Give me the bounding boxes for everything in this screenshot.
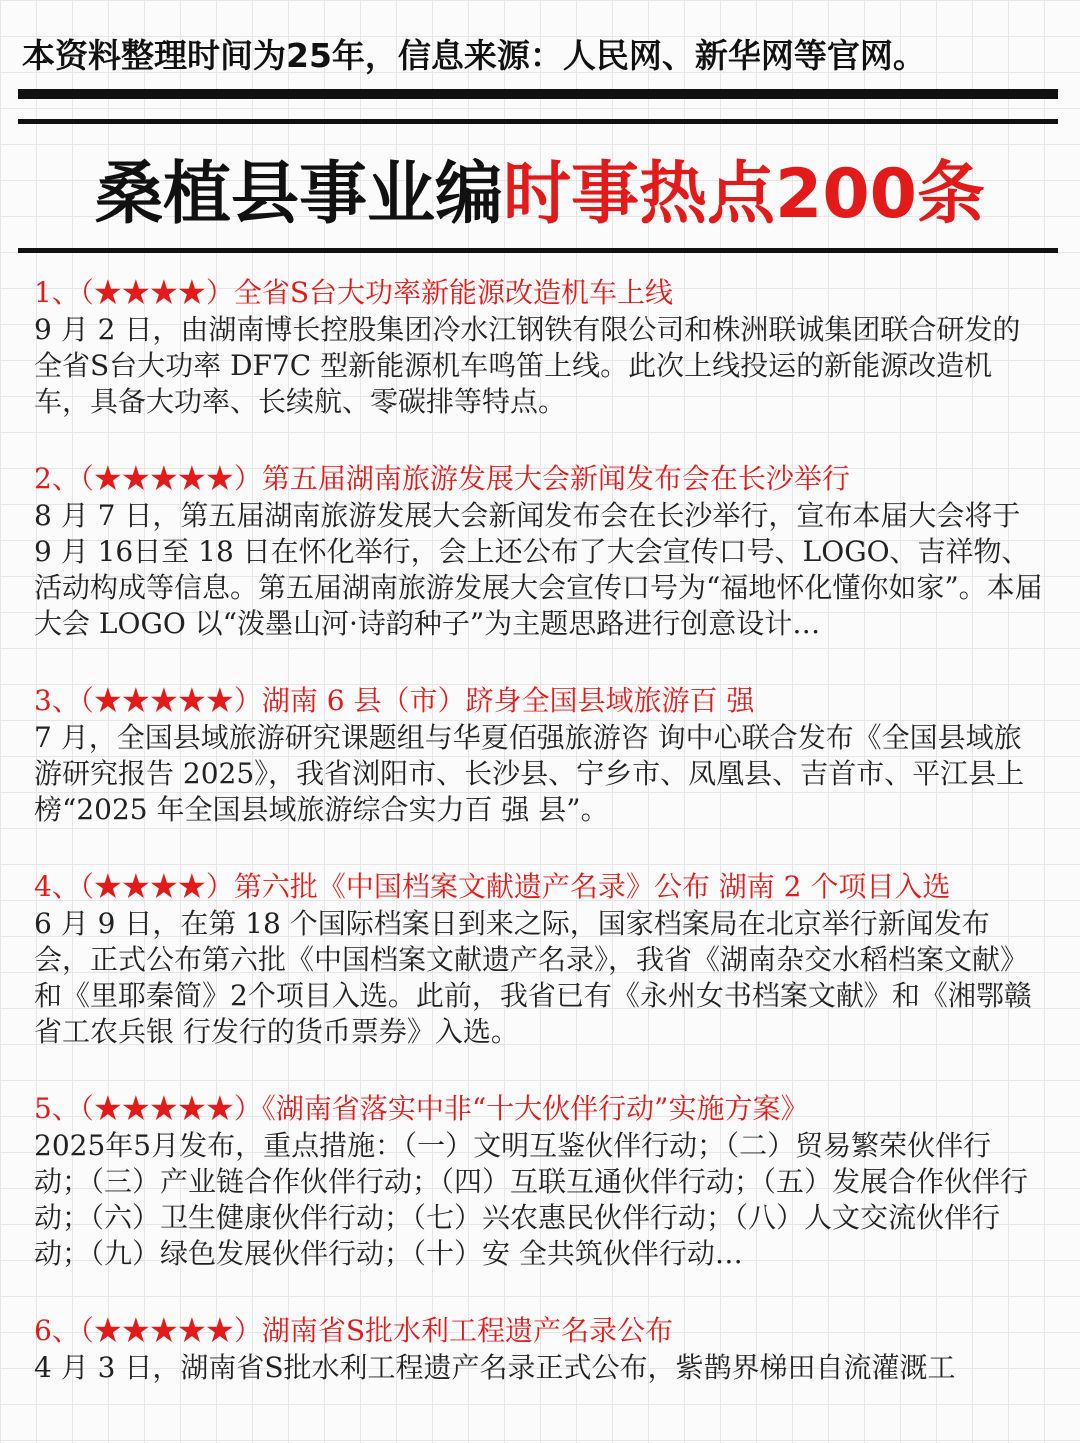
news-item [34,460,1044,642]
page-title [0,140,1080,237]
news-item [34,682,1044,828]
importance-stars: （★★★★★） [79,462,262,495]
source-note: 本资料整理时间为25年，信息来源：人民网、新华网等官网。 [22,36,926,75]
news-headline [34,1090,1044,1128]
item-number: 5、 [34,1092,80,1125]
item-number: 2、 [34,462,80,495]
headline-text: 全省S台大功率新能源改造机车上线 [233,276,674,309]
news-body: 7 月，全国县域旅游研究课题组与华夏佰强旅游咨 询中心联合发布《全国县域旅游研究报告 2025》，我省浏阳市、长沙县、宁乡市、凤凰县、吉首市、平江县上榜“2025 年全国县域旅游综合实力百 强 县”。 [34,721,1025,826]
thin-divider [18,119,1058,124]
item-number: 4、 [34,870,80,903]
headline-text: 湖南 6 县（市）跻身全国县域旅游百 强 [261,684,755,717]
importance-stars: （★★★★★） [79,1314,262,1347]
news-body: 6 月 9 日，在第 18 个国际档案日到来之际，国家档案局在北京举行新闻发布会，正式公布第六批《中国档案文献遗产名录》，我省《湖南杂交水稻档案文献》和《里耶秦简》2个项目入选。此前，我省已有《永州女书档案文献》和《湘鄂赣省工农兵银 行发行的货币票券》入选。 [34,907,1032,1048]
item-number: 6、 [34,1314,80,1347]
importance-stars: （★★★★） [79,276,234,309]
news-item [34,274,1044,420]
news-item [34,1312,1044,1386]
news-body: 2025年5月发布，重点措施：（一）文明互鉴伙伴行动；（二）贸易繁荣伙伴行动；（三）产业链合作伙伴行动；（四）互联互通伙伴行动；（五）发展合作伙伴行动；（六）卫生健康伙伴行动；（七）兴农惠民伙伴行动；（八）人文交流伙伴行动；（九）绿色发展伙伴行动；（十）安 全共筑伙伴行动… [34,1129,1029,1270]
importance-stars: （★★★★★） [79,684,262,717]
news-headline [34,274,1044,312]
title-highlight: 时事热点200条 [503,155,985,234]
news-item [34,1090,1044,1272]
news-headline [34,460,1044,498]
title-prefix: 桑植县事业编 [95,155,504,234]
headline-text: 湖南省S批水利工程遗产名录公布 [261,1314,674,1347]
news-item [34,868,1044,1050]
importance-stars: （★★★★★） [79,1092,262,1125]
headline-text: 第六批《中国档案文献遗产名录》公布 湖南 2 个项目入选 [233,870,951,903]
news-list [34,274,1044,1426]
item-number: 3、 [34,684,80,717]
headline-text: 第五届湖南旅游发展大会新闻发布会在长沙举行 [261,462,850,495]
thick-divider [18,89,1058,99]
news-body: 8 月 7 日，第五届湖南旅游发展大会新闻发布会在长沙举行，宣布本届大会将于 9 月 16日至 18 日在怀化举行，会上还公布了大会宣传口号、LOGO、吉祥物、活动构成等信息。第五届湖南旅游发展大会宣传口号为“福地怀化懂你如家”。本届大会 LOGO 以“泼墨山河·诗韵种子”为主题思路进行创意设计… [34,499,1043,640]
news-body: 4 月 3 日，湖南省S批水利工程遗产名录正式公布，紫鹊界梯田自流灌溉工 [34,1351,956,1384]
title-divider [18,248,1058,253]
headline-text: 《湖南省落实中非“十大伙伴行动”实施方案》 [261,1092,809,1125]
news-headline [34,868,1044,906]
importance-stars: （★★★★） [79,870,234,903]
news-headline [34,682,1044,720]
item-number: 1、 [34,276,80,309]
news-body: 9 月 2 日，由湖南博长控股集团冷水江钢铁有限公司和株洲联诚集团联合研发的全省S台大功率 DF7C 型新能源机车鸣笛上线。此次上线投运的新能源改造机车，具备大功率、长续航、零碳排等特点。 [34,313,1021,418]
news-headline [34,1312,1044,1350]
